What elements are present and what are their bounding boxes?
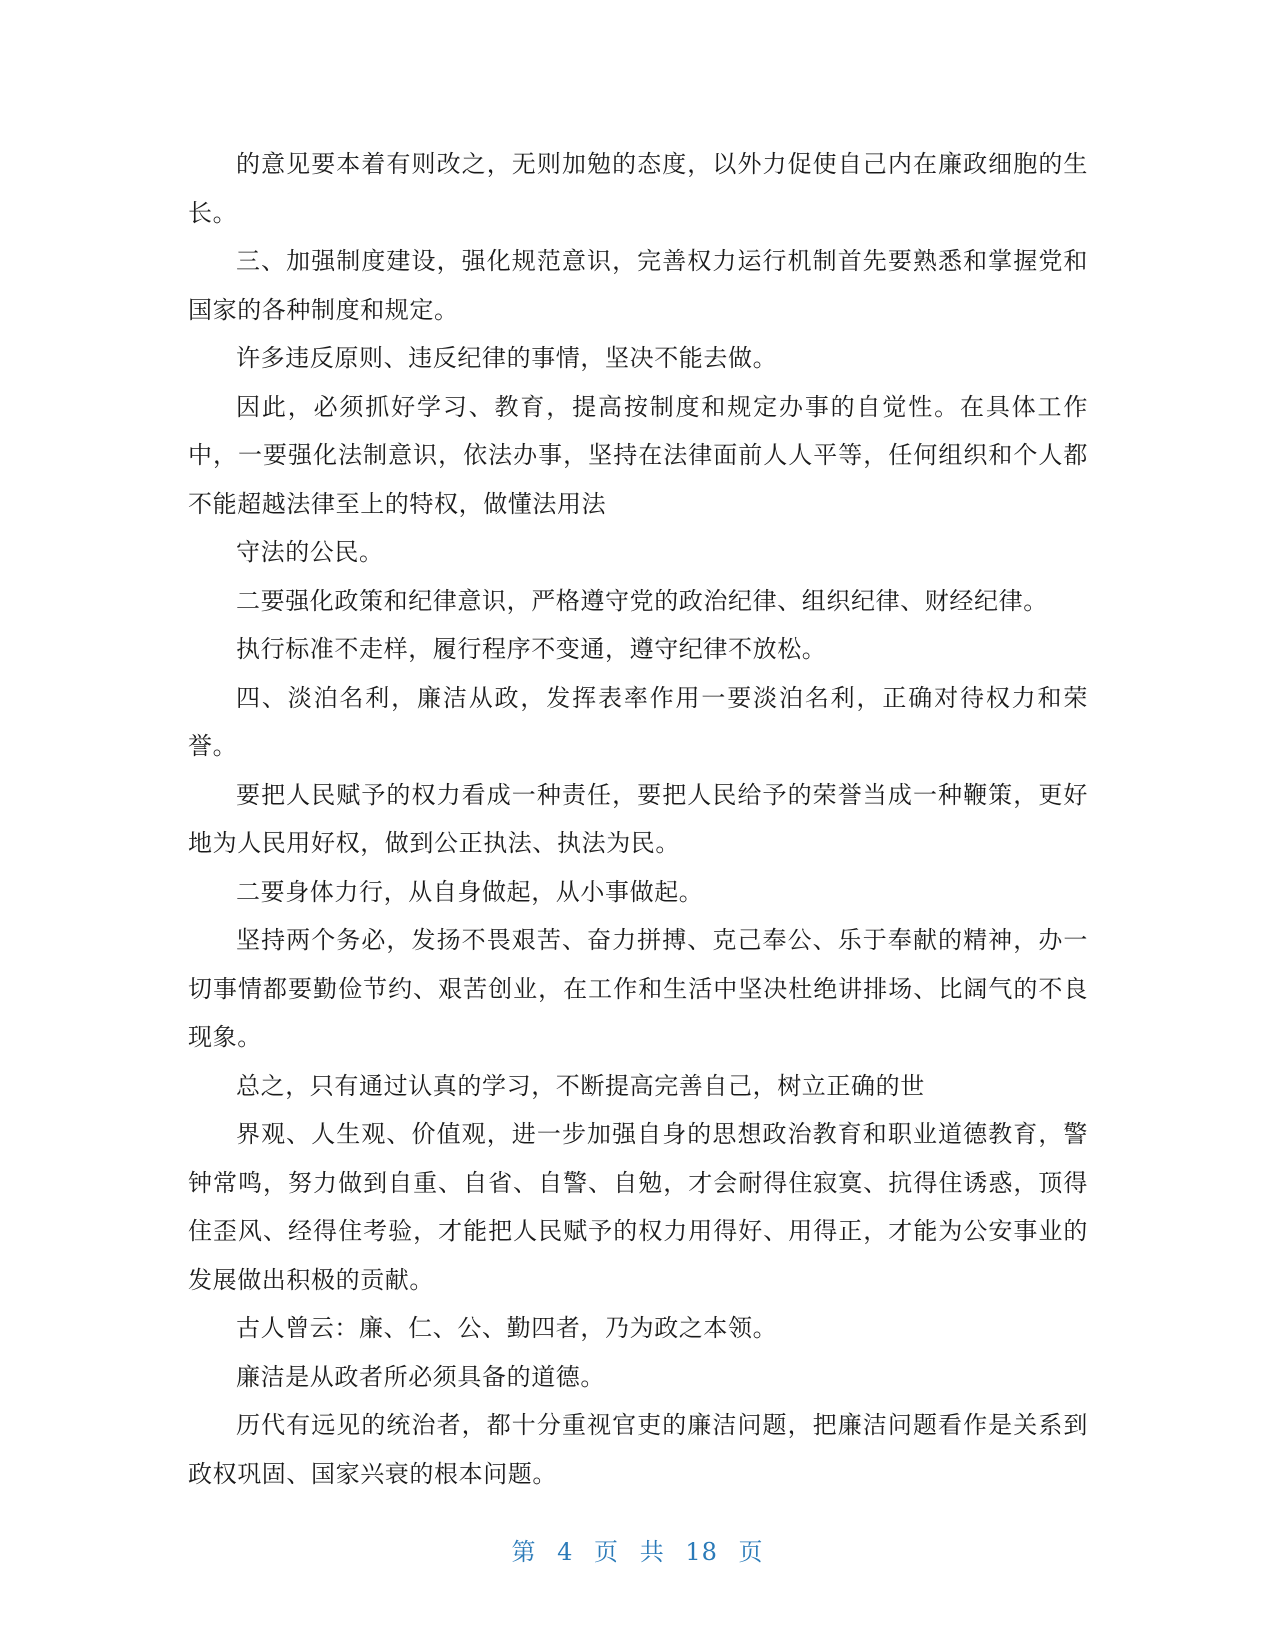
paragraph: 三、加强制度建设，强化规范意识，完善权力运行机制首先要熟悉和掌握党和国家的各种制度和规定。 bbox=[188, 247, 1088, 324]
total-unit: 页 bbox=[738, 1538, 764, 1566]
paragraph: 的意见要本着有则改之，无则加勉的态度，以外力促使自己内在廉政细胞的生长。 bbox=[188, 150, 1088, 227]
page-number: 4 bbox=[557, 1538, 574, 1566]
document-body bbox=[188, 140, 1088, 1498]
paragraph: 许多违反原则、违反纪律的事情，坚决不能去做。 bbox=[236, 344, 778, 372]
paragraph: 历代有远见的统治者，都十分重视官吏的廉洁问题，把廉洁问题看作是关系到政权巩固、国家兴衰的根本问题。 bbox=[188, 1411, 1088, 1488]
paragraph: 二要身体力行，从自身做起，从小事做起。 bbox=[236, 877, 704, 906]
page-prefix: 第 bbox=[511, 1538, 537, 1566]
paragraph: 界观、人生观、价值观，进一步加强自身的思想政治教育和职业道德教育，警钟常鸣，努力做到自重、自省、自警、自勉，才会耐得住寂寞、抗得住诱惑，顶得住歪风、经得住考验，才能把人民赋予的权力用得好、用得正，才能为公安事业的发展做出积极的贡献。 bbox=[188, 1120, 1088, 1294]
paragraph: 要把人民赋予的权力看成一种责任，要把人民给予的荣誉当成一种鞭策，更好地为人民用好权，做到公正执法、执法为民。 bbox=[188, 780, 1088, 857]
paragraph: 执行标准不走样，履行程序不变通，遵守纪律不放松。 bbox=[236, 635, 827, 663]
paragraph: 因此，必须抓好学习、教育，提高按制度和规定办事的自觉性。在具体工作中，一要强化法制意识，依法办事，坚持在法律面前人人平等，任何组织和个人都不能超越法律至上的特权，做懂法用法 bbox=[188, 392, 1088, 518]
paragraph: 四、淡泊名利，廉洁从政，发挥表率作用一要淡泊名利，正确对待权力和荣誉。 bbox=[188, 683, 1088, 760]
page-unit: 页 bbox=[594, 1538, 620, 1566]
paragraph: 廉洁是从政者所必须具备的道德。 bbox=[236, 1362, 605, 1391]
paragraph: 古人曾云：廉、仁、公、勤四者，乃为政之本领。 bbox=[236, 1314, 778, 1342]
paragraph: 守法的公民。 bbox=[236, 538, 384, 566]
total-prefix: 共 bbox=[639, 1538, 665, 1566]
paragraph: 二要强化政策和纪律意识，严格遵守党的政治纪律、组织纪律、财经纪律。 bbox=[236, 586, 1048, 615]
paragraph: 坚持两个务必，发扬不畏艰苦、奋力拼搏、克己奉公、乐于奉献的精神，办一切事情都要勤俭节约、艰苦创业，在工作和生活中坚决杜绝讲排场、比阔气的不良现象。 bbox=[188, 926, 1088, 1051]
paragraph: 总之，只有通过认真的学习，不断提高完善自己，树立正确的世 bbox=[236, 1071, 925, 1100]
total-pages: 18 bbox=[685, 1538, 718, 1566]
page-footer bbox=[0, 1532, 1275, 1567]
